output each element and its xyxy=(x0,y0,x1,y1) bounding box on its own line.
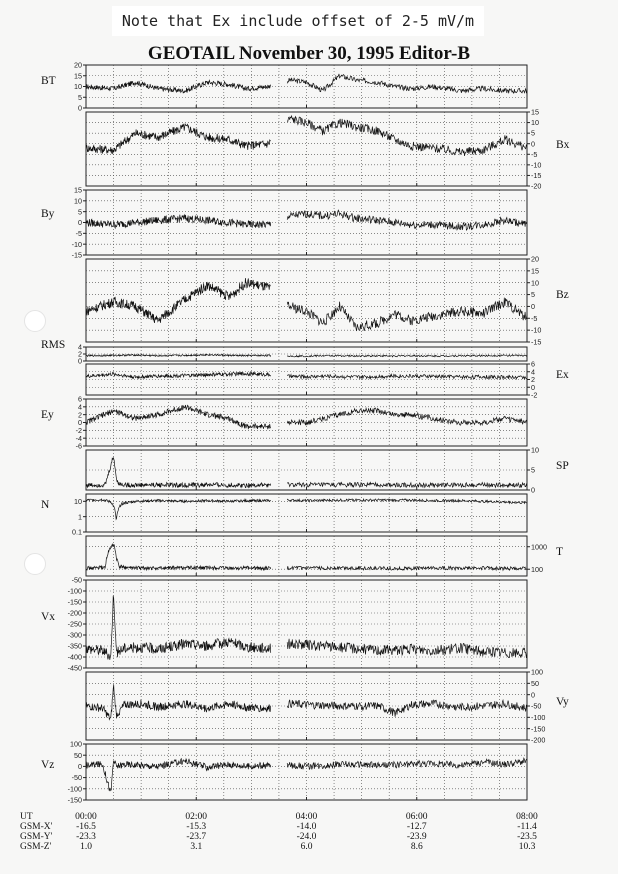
series-line-vy-2 xyxy=(287,700,527,717)
panel-vx xyxy=(41,576,527,673)
y-tick-label: 4 xyxy=(78,342,82,352)
y-tick-label: -10 xyxy=(531,160,542,170)
y-tick-label: -6 xyxy=(75,441,82,451)
table-cell: -23.5 xyxy=(517,832,537,842)
y-tick-label: -15 xyxy=(531,171,542,181)
panel-label-bx: Bx xyxy=(556,139,570,151)
y-tick-label: 5 xyxy=(531,128,535,138)
y-tick-label: 0 xyxy=(78,218,82,228)
y-tick-label: 0 xyxy=(78,356,82,366)
y-tick-label: 6 xyxy=(78,394,82,404)
table-cell: 3.1 xyxy=(190,842,203,852)
series-line-ex-1 xyxy=(86,372,271,379)
y-tick-label: 0 xyxy=(78,418,82,428)
y-tick-label: 0 xyxy=(531,382,535,392)
y-tick-label: 10 xyxy=(74,196,82,206)
y-tick-label: -20 xyxy=(531,181,542,191)
panel-bx xyxy=(86,108,570,191)
y-tick-label: -50 xyxy=(71,773,82,783)
y-tick-label: 100 xyxy=(531,667,543,677)
x-tick-label: 06:00 xyxy=(405,812,428,822)
table-cell: 10.3 xyxy=(518,842,536,852)
y-tick-label: -250 xyxy=(67,619,82,629)
series-line-vx-1 xyxy=(86,596,271,660)
y-tick-label: 1000 xyxy=(531,542,547,552)
x-tick-label: 00:00 xyxy=(75,812,97,822)
y-tick-label: -15 xyxy=(531,337,542,347)
series-line-bx-1 xyxy=(86,124,271,155)
series-line-bz-2 xyxy=(287,298,527,331)
table-cell: -15.3 xyxy=(186,822,207,832)
panel-vz xyxy=(41,740,527,805)
y-tick-label: 20 xyxy=(531,254,539,264)
y-tick-label: 4 xyxy=(531,367,535,377)
y-tick-label: 2 xyxy=(531,375,535,385)
series-line-rms-1 xyxy=(86,354,271,357)
panel-t xyxy=(86,536,563,576)
y-tick-label: -10 xyxy=(531,325,542,335)
y-tick-label: 10 xyxy=(531,278,539,288)
y-tick-label: 2 xyxy=(78,349,82,359)
table-cell: -23.3 xyxy=(76,832,96,842)
panel-label-rms: RMS xyxy=(41,339,66,351)
y-tick-label: -5 xyxy=(75,228,82,238)
table-cell: -24.0 xyxy=(296,832,317,842)
y-tick-label: -200 xyxy=(531,735,546,745)
y-tick-label: 1 xyxy=(78,512,82,522)
y-tick-label: -300 xyxy=(67,630,82,640)
y-tick-label: 15 xyxy=(74,71,82,81)
y-tick-label: 0 xyxy=(531,485,535,495)
y-tick-label: 15 xyxy=(74,185,82,195)
table-row-label: UT xyxy=(20,812,33,822)
table-cell: -23.7 xyxy=(186,832,207,842)
y-tick-label: 0 xyxy=(531,139,535,149)
y-tick-label: 0 xyxy=(531,690,535,700)
x-tick-label: 02:00 xyxy=(185,812,208,822)
panel-vy xyxy=(86,668,569,745)
y-tick-label: -50 xyxy=(531,701,542,711)
y-tick-label: 2 xyxy=(78,410,82,420)
panel-label-sp: SP xyxy=(556,460,569,472)
table-row-label: GSM-Y' xyxy=(20,832,53,842)
y-tick-label: -400 xyxy=(67,652,82,662)
panel-label-ey: Ey xyxy=(41,409,54,421)
series-line-ex-2 xyxy=(287,374,527,379)
y-tick-label: 10 xyxy=(74,496,82,506)
y-tick-label: 10 xyxy=(74,82,82,92)
y-tick-label: -100 xyxy=(67,784,82,794)
panel-bt xyxy=(41,61,527,113)
series-line-vx-2 xyxy=(287,639,527,658)
y-tick-label: 0 xyxy=(78,103,82,113)
panel-label-by: By xyxy=(41,208,55,220)
y-tick-label: -50 xyxy=(71,575,82,585)
x-tick-label: 08:00 xyxy=(516,812,538,822)
table-cell: 6.0 xyxy=(300,842,313,852)
y-tick-label: 10 xyxy=(531,118,539,128)
table-cell: 8.6 xyxy=(410,842,423,852)
y-tick-label: -150 xyxy=(67,795,82,805)
y-tick-label: -150 xyxy=(531,724,546,734)
panel-label-bt: BT xyxy=(41,75,56,87)
panel-label-vx: Vx xyxy=(41,611,56,623)
panel-sp xyxy=(86,446,569,495)
y-tick-label: -100 xyxy=(67,586,82,596)
y-tick-label: -2 xyxy=(75,425,82,435)
y-tick-label: 100 xyxy=(531,564,543,574)
y-tick-label: 5 xyxy=(531,465,535,475)
panel-n xyxy=(41,494,527,537)
y-tick-label: -10 xyxy=(71,239,82,249)
y-tick-label: -450 xyxy=(67,663,82,673)
table-cell: -11.4 xyxy=(517,822,537,832)
y-tick-label: -150 xyxy=(67,597,82,607)
table-cell: -12.7 xyxy=(406,822,427,832)
panel-label-bz: Bz xyxy=(556,289,569,301)
y-tick-label: 4 xyxy=(78,402,82,412)
offset-note: Note that Ex include offset of 2-5 mV/m xyxy=(112,6,484,36)
panel-label-t: T xyxy=(556,546,564,558)
table-cell: -23.9 xyxy=(406,832,427,842)
y-tick-label: 15 xyxy=(531,266,539,276)
panel-label-vy: Vy xyxy=(556,696,569,708)
panel-rms xyxy=(41,339,527,366)
series-line-rms-2 xyxy=(287,355,527,357)
y-tick-label: 50 xyxy=(74,750,82,760)
y-tick-label: 100 xyxy=(70,739,82,749)
series-line-t-2 xyxy=(287,566,527,570)
series-line-vz-2 xyxy=(287,758,527,769)
panel-ey xyxy=(41,395,527,451)
y-tick-label: -350 xyxy=(67,641,82,651)
y-tick-label: -4 xyxy=(75,433,82,443)
series-line-bx-2 xyxy=(287,116,527,156)
y-tick-label: 15 xyxy=(531,107,539,117)
panel-bz xyxy=(86,255,569,347)
series-line-sp-2 xyxy=(287,483,527,488)
panel-label-n: N xyxy=(41,499,50,511)
table-cell: 1.0 xyxy=(80,842,92,852)
y-tick-label: 6 xyxy=(531,359,535,369)
y-tick-label: 0 xyxy=(531,302,535,312)
y-tick-label: 0 xyxy=(78,762,82,771)
y-tick-label: -100 xyxy=(531,712,546,722)
table-row-label: GSM-Z' xyxy=(20,842,52,852)
y-tick-label: -5 xyxy=(531,313,538,323)
panel-label-ex: Ex xyxy=(556,369,569,381)
series-line-bt-2 xyxy=(287,74,527,93)
panel-ex xyxy=(86,360,569,400)
y-tick-label: -15 xyxy=(71,250,82,260)
y-tick-label: 5 xyxy=(78,92,82,102)
table-cell: -16.5 xyxy=(76,822,96,832)
table-cell: -14.0 xyxy=(296,822,317,832)
y-tick-label: 20 xyxy=(74,60,82,70)
y-tick-label: 50 xyxy=(531,678,539,688)
y-tick-label: -200 xyxy=(67,608,82,618)
panel-label-vz: Vz xyxy=(41,759,55,771)
y-tick-label: 5 xyxy=(531,290,535,300)
table-row-label: GSM-X' xyxy=(20,822,53,832)
chart-title: GEOTAIL November 30, 1995 Editor-B xyxy=(147,43,471,64)
series-line-by-2 xyxy=(287,210,527,230)
y-tick-label: 5 xyxy=(78,207,82,217)
x-tick-label: 04:00 xyxy=(295,812,318,822)
panel-by xyxy=(41,186,527,260)
y-tick-label: -5 xyxy=(531,149,538,159)
y-tick-label: 0.1 xyxy=(72,527,82,537)
y-tick-label: 10 xyxy=(531,445,539,455)
y-tick-label: -2 xyxy=(531,390,538,400)
